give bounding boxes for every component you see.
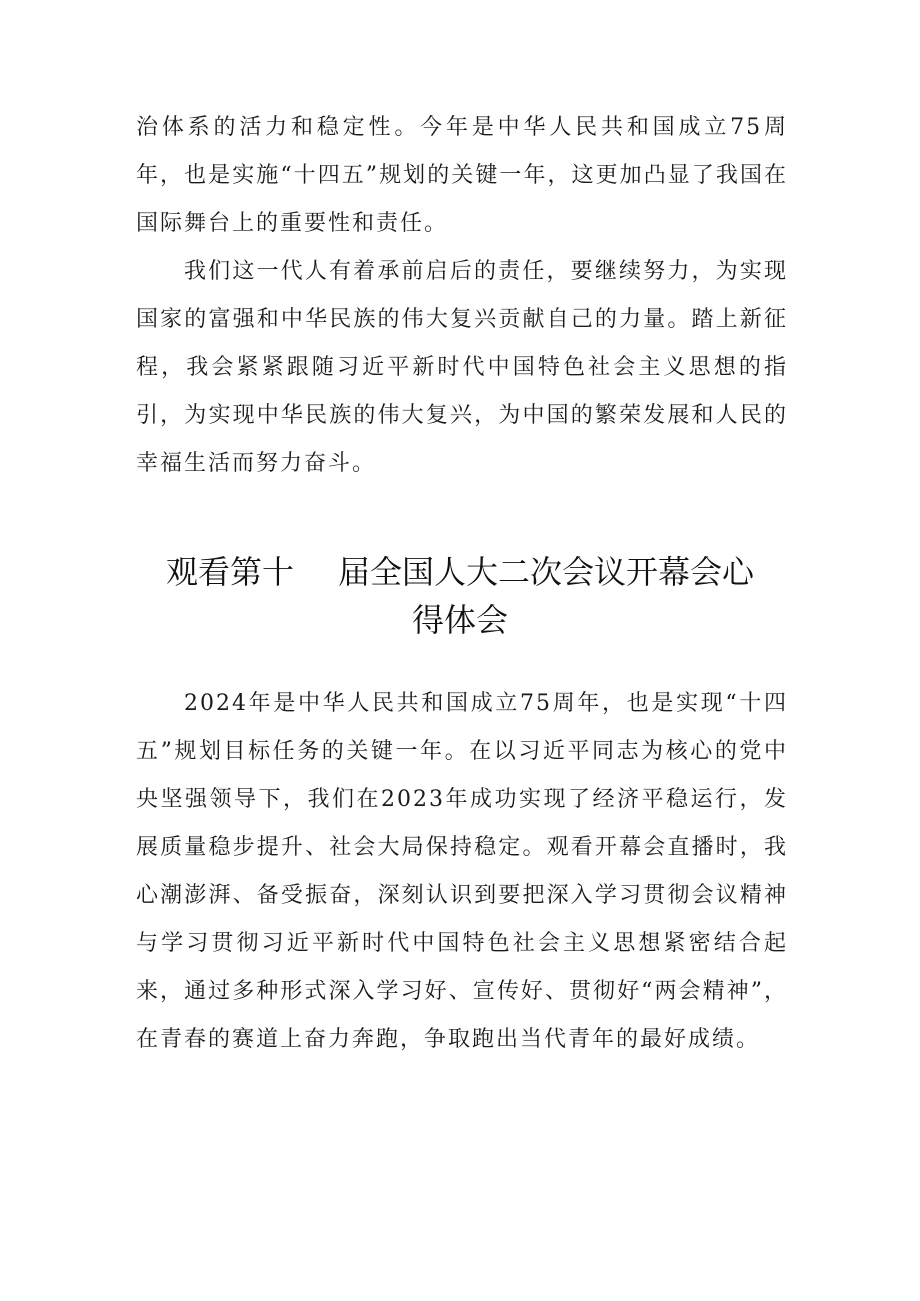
closing-paragraph-block [136,248,788,488]
body-paragraph-block [136,680,788,1064]
title-part-1: 观看第十 [165,553,294,591]
title-part-2: 届全国人大二次会议开幕会心 [338,553,755,591]
intro-paragraph: 治体系的活力和稳定性。今年是中华人民共和国成立75周年，也是实施“十四五”规划的关键一年，这更加凸显了我国在国际舞台上的重要性和责任。 [136,115,788,236]
title-part-3: 得体会 [411,601,508,639]
body-paragraph: 2024年是中华人民共和国成立75周年，也是实现“十四五”规划目标任务的关键一年。在以习近平同志为核心的党中央坚强领导下，我们在2023年成功实现了经济平稳运行，发展质量稳步提升、社会大局保持稳定。观看开幕会直播时，我心潮澎湃、备受振奋，深刻认识到要把深入学习贯彻会议精神与学习贯彻习近平新时代中国特色社会主义思想紧密结合起来，通过多种形式深入学习好、宣传好、贯彻好“两会精神”，在青春的赛道上奋力奔跑，争取跑出当代青年的最好成绩。 [136,691,788,1052]
intro-paragraph-block [136,104,788,248]
closing-paragraph: 我们这一代人有着承前启后的责任，要继续努力，为实现国家的富强和中华民族的伟大复兴贡献自己的力量。踏上新征程，我会紧紧跟随习近平新时代中国特色社会主义思想的指引，为实现中华民族的伟大复兴，为中国的繁荣发展和人民的幸福生活而努力奋斗。 [136,259,788,476]
article-title [120,548,800,644]
